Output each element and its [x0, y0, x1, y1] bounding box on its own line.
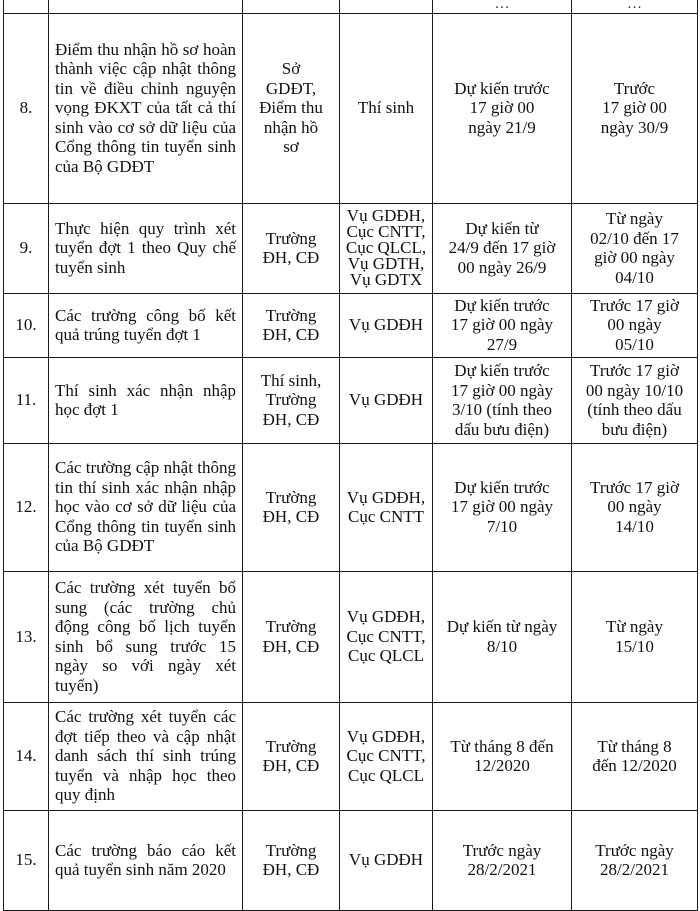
row-number: 15.: [4, 810, 49, 910]
responsible-unit: Trường ĐH, CĐ: [243, 203, 340, 293]
table-row: [4, 357, 698, 443]
clipped-cell: [433, 0, 572, 13]
deadline: Trước 17 giờ 00 ngày 05/10: [572, 293, 698, 357]
clipped-cell: [243, 0, 340, 13]
deadline: Trước 17 giờ 00 ngày 14/10: [572, 443, 698, 571]
task-description: Các trường cập nhật thông tin thí sinh xác nhận nhập học vào cơ sở dữ liệu của Cổng thông tin tuyển sinh của Bộ GDĐT: [49, 443, 243, 571]
participants: Vụ GDĐH, Cục CNTT, Cục QLCL, Vụ GDTH, Vụ GDTX: [340, 203, 433, 293]
clipped-cell: [340, 0, 433, 13]
expected-time: Dự kiến trước 17 giờ 00 ngày 7/10: [433, 443, 572, 571]
task-description: Các trường xét tuyển bổ sung (các trường chủ động công bố lịch tuyển sinh bổ sung trước 15 ngày so với ngày xét tuyển): [49, 571, 243, 702]
clipped-cell: [49, 0, 243, 13]
task-description: Thí sinh xác nhận nhập học đợt 1: [49, 357, 243, 443]
participants: Vụ GDĐH, Cục CNTT: [340, 443, 433, 571]
responsible-unit: Trường ĐH, CĐ: [243, 293, 340, 357]
expected-time: Dự kiến trước 17 giờ 00 ngày 3/10 (tính theo dấu bưu điện): [433, 357, 572, 443]
table-row: [4, 571, 698, 702]
row-number: 12.: [4, 443, 49, 571]
expected-time: Dự kiến trước 17 giờ 00 ngày 27/9: [433, 293, 572, 357]
participants: Thí sinh: [340, 13, 433, 203]
expected-time: Từ tháng 8 đến 12/2020: [433, 702, 572, 810]
table-row-clipped: [4, 0, 698, 13]
expected-time: Dự kiến từ 24/9 đến 17 giờ 00 ngày 26/9: [433, 203, 572, 293]
participants: Vụ GDĐH: [340, 357, 433, 443]
row-number: 14.: [4, 702, 49, 810]
task-description: Các trường công bố kết quả trúng tuyển đợt 1: [49, 293, 243, 357]
clipped-cell: [572, 0, 698, 13]
responsible-unit: Trường ĐH, CĐ: [243, 810, 340, 910]
row-number: 13.: [4, 571, 49, 702]
participants: Vụ GDĐH: [340, 810, 433, 910]
responsible-unit: Thí sinh, Trường ĐH, CĐ: [243, 357, 340, 443]
participants: Vụ GDĐH, Cục CNTT, Cục QLCL: [340, 571, 433, 702]
table-row: [4, 443, 698, 571]
table-row: [4, 203, 698, 293]
task-description: Các trường xét tuyển các đợt tiếp theo và cập nhật danh sách thí sinh trúng tuyển và nhập học theo quy định: [49, 702, 243, 810]
clipped-cell: [4, 0, 49, 13]
table-row: [4, 702, 698, 810]
table-row: [4, 13, 698, 203]
table-row: [4, 810, 698, 910]
task-description: Thực hiện quy trình xét tuyển đợt 1 theo Quy chế tuyển sinh: [49, 203, 243, 293]
row-number: 9.: [4, 203, 49, 293]
row-number: 10.: [4, 293, 49, 357]
deadline: Trước 17 giờ 00 ngày 30/9: [572, 13, 698, 203]
expected-time: Dự kiến từ ngày 8/10: [433, 571, 572, 702]
clipped-text: …: [494, 0, 510, 12]
table-row: [4, 293, 698, 357]
row-number: 11.: [4, 357, 49, 443]
task-description: Các trường báo cáo kết quả tuyển sinh năm 2020: [49, 810, 243, 910]
admission-schedule-table: [3, 0, 698, 911]
deadline: Trước ngày 28/2/2021: [572, 810, 698, 910]
participants: Vụ GDĐH: [340, 293, 433, 357]
task-description: Điểm thu nhận hồ sơ hoàn thành việc cập nhật thông tin về điều chỉnh nguyện vọng ĐKXT của tất cả thí sinh vào cơ sở dữ liệu của Cổng thông tin tuyển sinh của Bộ GDĐT: [49, 13, 243, 203]
responsible-unit: Trường ĐH, CĐ: [243, 571, 340, 702]
deadline: Từ tháng 8 đến 12/2020: [572, 702, 698, 810]
responsible-unit: Trường ĐH, CĐ: [243, 443, 340, 571]
clipped-text: …: [627, 0, 642, 12]
deadline: Từ ngày 02/10 đến 17 giờ 00 ngày 04/10: [572, 203, 698, 293]
row-number: 8.: [4, 13, 49, 203]
responsible-unit: Trường ĐH, CĐ: [243, 702, 340, 810]
expected-time: Dự kiến trước 17 giờ 00 ngày 21/9: [433, 13, 572, 203]
deadline: Trước 17 giờ 00 ngày 10/10 (tính theo dấu bưu điện): [572, 357, 698, 443]
participants: Vụ GDĐH, Cục CNTT, Cục QLCL: [340, 702, 433, 810]
deadline: Từ ngày 15/10: [572, 571, 698, 702]
responsible-unit: Sở GDĐT, Điểm thu nhận hồ sơ: [243, 13, 340, 203]
expected-time: Trước ngày 28/2/2021: [433, 810, 572, 910]
